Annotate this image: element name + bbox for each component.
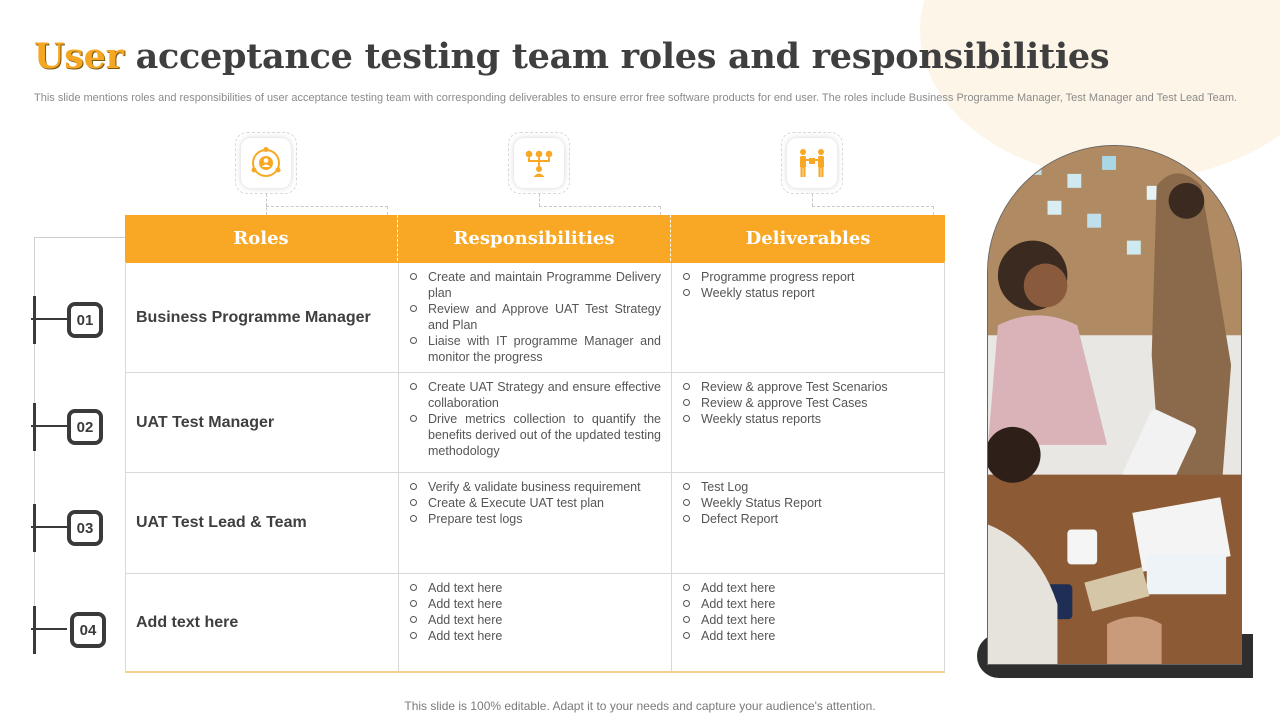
deliverables-cell	[672, 473, 944, 573]
list-item: Weekly status reports	[682, 411, 934, 427]
team-cycle-icon	[249, 146, 283, 180]
handover-icon	[795, 146, 829, 180]
slide-subtitle: This slide mentions roles and responsibilities of user acceptance testing team with corresponding deliverables to ensure error free software products for end user. The roles include Business Programme Manager, Test Manager and Test Lead Team.	[34, 92, 1238, 104]
deliverables-icon-box	[781, 132, 843, 194]
table-header	[125, 215, 945, 261]
team-meeting-photo	[987, 145, 1242, 665]
deliverables-cell	[672, 373, 944, 472]
list-item: Verify & validate business requirement	[409, 479, 661, 495]
responsibilities-cell	[399, 373, 672, 472]
list-item: Liaise with IT programme Manager and monitor the progress	[409, 333, 661, 365]
list-item: Add text here	[682, 596, 934, 612]
list-item: Review & approve Test Cases	[682, 395, 934, 411]
list-item: Add text here	[682, 580, 934, 596]
row-number-badge: 03	[67, 510, 103, 546]
connector-line	[539, 194, 540, 206]
title-text: acceptance testing team roles and responsibilities	[135, 36, 1110, 77]
responsibilities-cell	[399, 473, 672, 573]
list-item: Add text here	[409, 612, 661, 628]
list-item: Create and maintain Programme Delivery plan	[409, 269, 661, 301]
role-name: Add text here	[126, 574, 399, 671]
list-item: Add text here	[682, 612, 934, 628]
list-item: Add text here	[409, 596, 661, 612]
row-number-badge: 04	[70, 612, 106, 648]
connector-line	[266, 206, 388, 215]
table-row	[126, 473, 944, 574]
roles-table	[125, 215, 945, 673]
role-name: UAT Test Manager	[126, 373, 399, 472]
list-item: Weekly Status Report	[682, 495, 934, 511]
hierarchy-icon	[522, 146, 556, 180]
list-item: Add text here	[409, 628, 661, 644]
list-item: Create UAT Strategy and ensure effective collaboration	[409, 379, 661, 411]
list-item: Prepare test logs	[409, 511, 661, 527]
connector-line	[539, 206, 661, 215]
role-name: UAT Test Lead & Team	[126, 473, 399, 573]
list-item: Review & approve Test Scenarios	[682, 379, 934, 395]
list-item: Test Log	[682, 479, 934, 495]
header-responsibilities: Responsibilities	[398, 215, 671, 261]
footer-note: This slide is 100% editable. Adapt it to your needs and capture your audience's attention.	[404, 699, 876, 713]
table-row	[126, 373, 944, 473]
responsibilities-cell	[399, 574, 672, 671]
list-item: Review and Approve UAT Test Strategy and Plan	[409, 301, 661, 333]
table-row	[126, 574, 944, 671]
deliverables-cell	[672, 263, 944, 372]
header-deliverables: Deliverables	[745, 227, 871, 249]
connector-line	[812, 194, 813, 206]
responsibilities-icon-box	[508, 132, 570, 194]
list-item: Defect Report	[682, 511, 934, 527]
row-number-badge: 01	[67, 302, 103, 338]
list-item: Add text here	[409, 580, 661, 596]
list-item: Programme progress report	[682, 269, 934, 285]
responsibilities-cell	[399, 263, 672, 372]
list-item: Add text here	[682, 628, 934, 644]
list-item: Create & Execute UAT test plan	[409, 495, 661, 511]
row-number-badge: 02	[67, 409, 103, 445]
connector-line	[812, 206, 934, 215]
role-name: Business Programme Manager	[126, 263, 399, 372]
roles-icon-box	[235, 132, 297, 194]
table-row	[126, 263, 944, 373]
header-roles: Roles	[125, 215, 398, 261]
list-item: Drive metrics collection to quantify the benefits derived out of the updated testing methodology	[409, 411, 661, 459]
list-item: Weekly status report	[682, 285, 934, 301]
deliverables-cell	[672, 574, 944, 671]
title-accent-word: User	[34, 36, 124, 77]
slide-title	[34, 36, 1109, 77]
table-body	[125, 261, 945, 673]
